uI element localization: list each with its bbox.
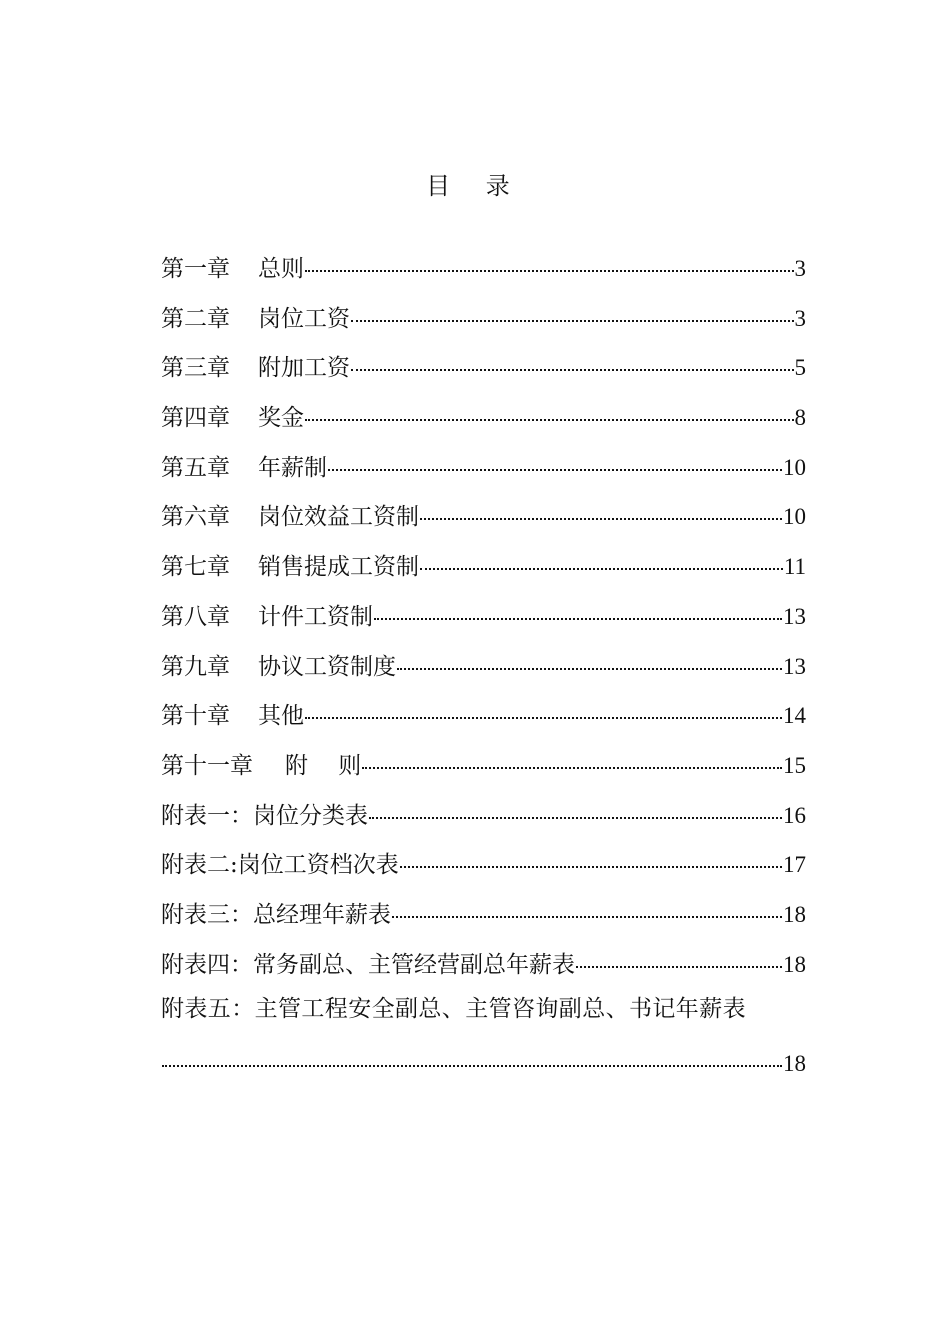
toc-dot-leader (420, 494, 782, 524)
toc-entry[interactable] (161, 842, 806, 892)
toc-dot-leader (305, 246, 794, 276)
toc-entry[interactable] (161, 494, 806, 544)
toc-entry[interactable] (161, 892, 806, 942)
toc-entry-title: 总则 (258, 256, 304, 282)
toc-entry-title: 总经理年薪表 (253, 901, 391, 928)
toc-entry-title: 岗位效益工资制 (258, 504, 419, 531)
toc-dot-leader (162, 1041, 782, 1071)
toc-dot-leader (305, 395, 794, 425)
toc-entry-title: 年薪制 (258, 454, 327, 481)
toc-dot-leader (576, 942, 782, 972)
toc-chapter-label: 第八章 (161, 603, 230, 630)
toc-entry[interactable] (161, 345, 806, 395)
toc-chapter-label: 第四章 (161, 405, 230, 432)
toc-entry-wrapped-title[interactable] (161, 991, 806, 1041)
toc-dot-leader (397, 644, 782, 674)
toc-dot-leader (374, 594, 782, 624)
toc-entry[interactable] (161, 544, 806, 594)
toc-dot-leader (420, 544, 783, 574)
toc-entry-title: 奖金 (258, 405, 304, 432)
toc-entry-title: 协议工资制度 (258, 653, 396, 680)
toc-page-number: 13 (783, 603, 806, 629)
toc-entry[interactable] (161, 445, 806, 495)
toc-entry-title: 附 则 (285, 752, 362, 779)
toc-entry[interactable] (161, 793, 806, 843)
toc-dot-leader (369, 793, 782, 823)
toc-entry[interactable] (161, 644, 806, 694)
toc-chapter-label: 附表一： (161, 802, 253, 829)
toc-dot-leader (351, 345, 794, 375)
toc-entry[interactable] (161, 693, 806, 743)
toc-chapter-label: 第九章 (161, 653, 230, 680)
toc-page-number: 14 (783, 703, 806, 729)
toc-entry-title: 岗位工资档次表 (237, 852, 399, 879)
toc-dot-leader (400, 842, 782, 872)
toc-entry[interactable] (161, 743, 806, 793)
toc-entry-title: 销售提成工资制 (258, 554, 419, 581)
toc-entry-continuation[interactable] (161, 1041, 806, 1091)
toc-dot-leader (305, 693, 782, 723)
toc-chapter-label: 第十章 (161, 703, 230, 730)
toc-page-number: 3 (794, 256, 806, 281)
toc-entry[interactable] (161, 942, 806, 992)
toc-chapter-label: 附表三： (161, 901, 253, 928)
toc-page-number: 13 (783, 653, 806, 679)
toc-page-number: 10 (783, 504, 806, 530)
toc-chapter-label: 附表四： (161, 951, 253, 978)
toc-chapter-label: 第六章 (161, 504, 230, 531)
toc-page-number: 18 (783, 901, 806, 927)
toc-entry-title: 岗位工资 (258, 305, 350, 332)
toc-page-number: 8 (794, 405, 806, 431)
toc-entry-title: 计件工资制 (258, 603, 373, 630)
toc-list (161, 246, 806, 1091)
toc-chapter-label: 第十一章 (161, 752, 253, 779)
toc-entry-title: 其他 (258, 703, 304, 730)
toc-entry-title: 岗位分类表 (253, 802, 368, 829)
toc-entry-title: 附加工资 (258, 355, 350, 382)
toc-chapter-label: 第五章 (161, 454, 230, 481)
toc-page-number: 16 (783, 802, 806, 828)
toc-page-number: 11 (783, 554, 806, 580)
toc-title: 目 录 (426, 172, 524, 200)
toc-entry[interactable] (161, 246, 806, 296)
toc-dot-leader (392, 892, 782, 922)
toc-page-number: 5 (794, 355, 806, 381)
toc-entry-title: 常务副总、主管经营副总年薪表 (253, 951, 575, 978)
toc-entry[interactable] (161, 296, 806, 346)
toc-page-number: 17 (783, 852, 806, 878)
toc-dot-leader (328, 445, 782, 475)
toc-chapter-label: 附表五： (161, 996, 255, 1023)
toc-dot-leader (351, 296, 794, 326)
toc-chapter-label: 第七章 (161, 554, 230, 581)
toc-chapter-label: 第三章 (161, 355, 230, 382)
toc-chapter-label: 第一章 (161, 256, 230, 282)
toc-page-number: 18 (783, 1051, 806, 1076)
toc-page-number: 15 (783, 752, 806, 778)
toc-chapter-label: 附表二: (161, 852, 238, 879)
toc-page-number: 10 (783, 454, 806, 480)
toc-dot-leader (362, 743, 782, 773)
toc-entry-title: 主管工程安全副总、主管咨询副总、书记年薪表 (254, 996, 747, 1023)
toc-chapter-label: 第二章 (161, 305, 230, 332)
toc-page-number: 3 (794, 305, 806, 331)
toc-entry[interactable] (161, 594, 806, 644)
toc-page-number: 18 (783, 951, 806, 977)
toc-entry[interactable] (161, 395, 806, 445)
